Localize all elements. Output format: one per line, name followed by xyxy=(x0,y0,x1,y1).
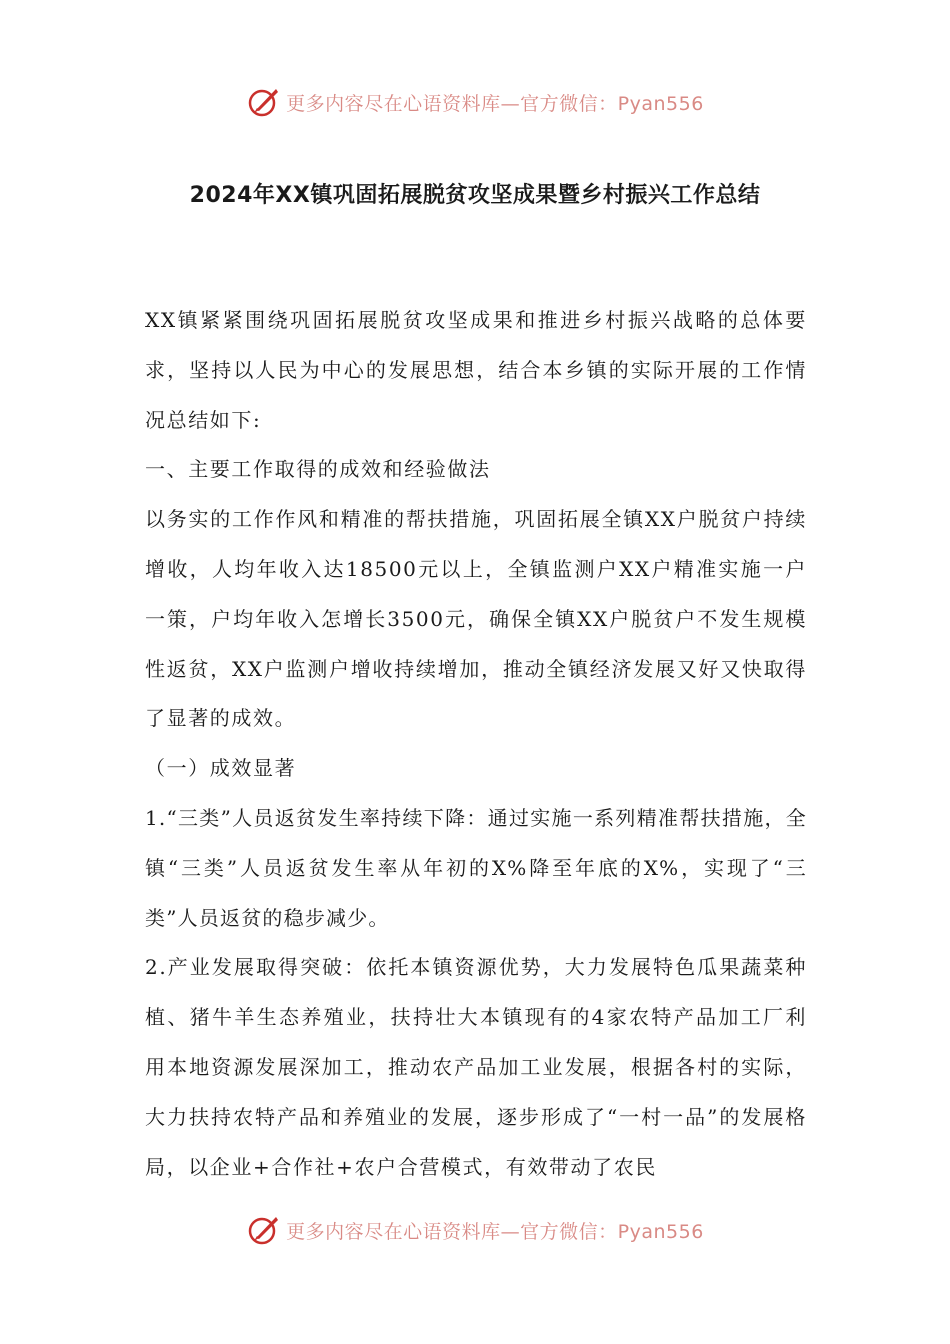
item-paragraph-1: 1.“三类”人员返贫发生率持续下降：通过实施一系列精准帮扶措施，全镇“三类”人员返贫发生率从年初的X%降至年底的X%，实现了“三类”人员返贫的稳步减少。 xyxy=(145,805,807,930)
watermark-text: 更多内容尽在心语资料库—官方微信：Pyan556 xyxy=(286,1220,704,1243)
section-heading: 一、主要工作取得的成效和经验做法 xyxy=(145,457,491,482)
watermark-footer xyxy=(0,1210,950,1250)
intro-paragraph: XX镇紧紧围绕巩固拓展脱贫攻坚成果和推进乡村振兴战略的总体要求，坚持以人民为中心的发展思想，结合本乡镇的实际开展的工作情况总结如下: xyxy=(145,308,807,432)
watermark-text: 更多内容尽在心语资料库—官方微信：Pyan556 xyxy=(286,92,704,115)
watermark-header xyxy=(0,82,950,122)
subsection-heading: （一）成效显著 xyxy=(145,756,297,781)
item-paragraph-2: 2.产业发展取得突破：依托本镇资源优势，大力发展特色瓜果蔬菜种植、猪牛羊生态养殖业，扶持壮大本镇现有的4家农特产品加工厂利用本地资源发展深加工，推动农产品加工业发展，根据各村的实际，大力扶持农特产品和养殖业的发展，逐步形成了“一村一品”的发展格局，以企业+合作社+农户合营模式，有效带动了农民 xyxy=(145,955,807,1179)
quill-logo-icon xyxy=(246,84,282,120)
document-body xyxy=(145,296,807,1192)
summary-paragraph: 以务实的工作作风和精准的帮扶措施，巩固拓展全镇XX户脱贫户持续增收，人均年收入达18500元以上，全镇监测户XX户精准实施一户一策，户均年收入怎增长3500元，确保全镇XX户脱贫户不发生规模性返贫，XX户监测户增收持续增加，推动全镇经济发展又好又快取得了显著的成效。 xyxy=(145,507,807,731)
quill-logo-icon xyxy=(246,1212,282,1248)
document-title: 2024年XX镇巩固拓展脱贫攻坚成果暨乡村振兴工作总结 xyxy=(189,183,761,208)
